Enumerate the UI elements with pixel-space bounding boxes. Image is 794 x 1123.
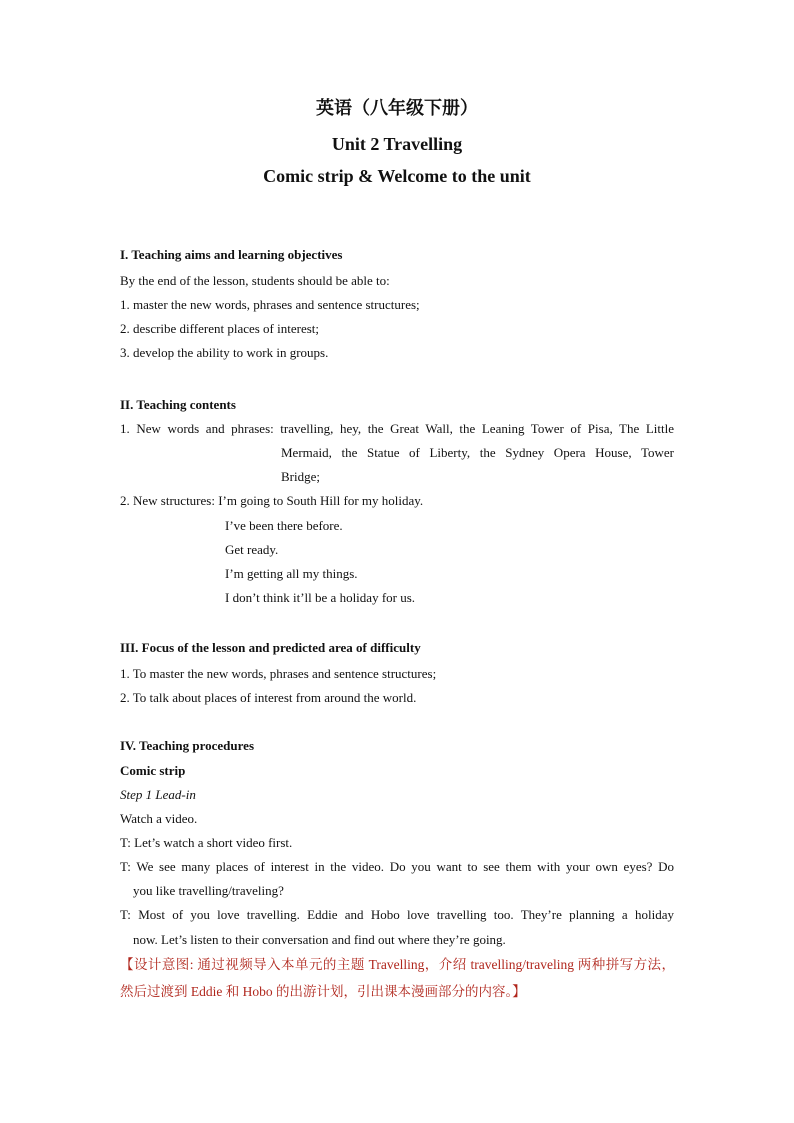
- procedure-line: T: We see many places of interest in the video. Do you want to see them with your own eyes? Do: [120, 859, 674, 874]
- new-structures-line: 2. New structures: I’m going to South Hill for my holiday.: [120, 493, 424, 508]
- procedure-line: T: Most of you love travelling. Eddie and Hobo love travelling too. They’re planning a holiday: [120, 907, 674, 922]
- section1-item: 3. develop the ability to work in groups.: [120, 345, 329, 360]
- section1-item: 1. master the new words, phrases and sentence structures;: [120, 297, 420, 312]
- procedure-line: now. Let’s listen to their conversation and find out where they’re going.: [133, 932, 506, 947]
- comic-strip-subheading: Comic strip: [120, 763, 186, 778]
- new-words-line: Mermaid, the Statue of Liberty, the Sydney Opera House, Tower: [281, 445, 674, 460]
- new-structures-line: I don’t think it’ll be a holiday for us.: [225, 590, 416, 605]
- subject-title: 英语（八年级下册）: [316, 98, 478, 118]
- new-structures-line: I’ve been there before.: [225, 518, 343, 533]
- step-heading: Step 1 Lead-in: [120, 787, 196, 802]
- new-structures-line: I’m getting all my things.: [225, 566, 358, 581]
- section3-heading: III. Focus of the lesson and predicted area of difficulty: [120, 640, 421, 655]
- section2-heading: II. Teaching contents: [120, 397, 236, 412]
- section1-item: 2. describe different places of interest;: [120, 321, 320, 336]
- section4-heading: IV. Teaching procedures: [120, 738, 255, 753]
- section1-heading: I. Teaching aims and learning objectives: [120, 247, 343, 262]
- new-structures-line: Get ready.: [225, 542, 279, 557]
- new-words-line: 1. New words and phrases: travelling, hey, the Great Wall, the Leaning Tower of Pisa, The Little: [120, 421, 674, 436]
- section3-item: 1. To master the new words, phrases and sentence structures;: [120, 666, 437, 681]
- lesson-title: Comic strip & Welcome to the unit: [263, 166, 531, 186]
- unit-title: Unit 2 Travelling: [331, 134, 463, 154]
- design-intent-note: 然后过渡到 Eddie 和 Hobo 的出游计划，引出课本漫画部分的内容。】: [120, 984, 526, 999]
- section1-intro: By the end of the lesson, students should be able to:: [120, 273, 390, 288]
- design-intent-note: 【设计意图: 通过视频导入本单元的主题 Travelling，介绍 travelling/traveling 两种拼写方法，: [120, 957, 675, 972]
- procedure-line: you like travelling/traveling?: [133, 883, 284, 898]
- procedure-line: Watch a video.: [120, 811, 198, 826]
- new-words-line: Bridge;: [281, 469, 320, 484]
- procedure-line: T: Let’s watch a short video first.: [120, 835, 293, 850]
- section3-item: 2. To talk about places of interest from around the world.: [120, 690, 417, 705]
